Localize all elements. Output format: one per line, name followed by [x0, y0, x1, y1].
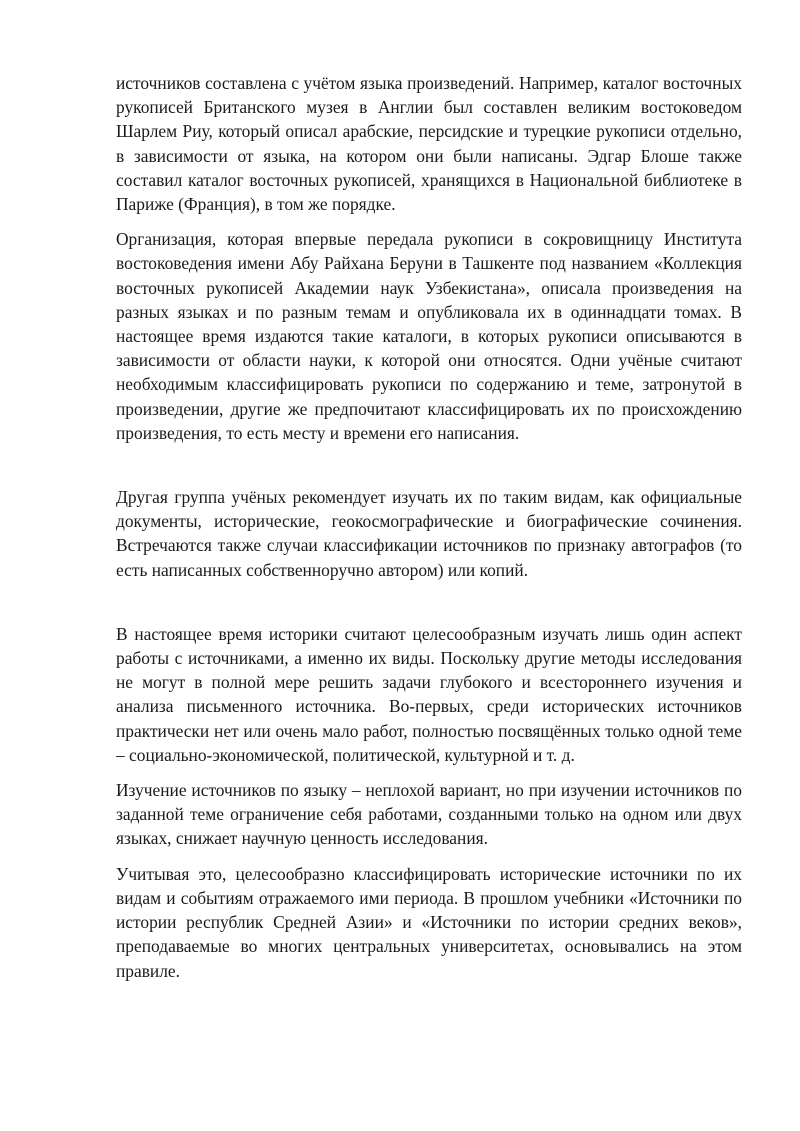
paragraph-spacer	[116, 445, 742, 485]
paragraph-language-study: Изучение источников по языку – неплохой вариант, но при изучении источников по заданной теме ограничение себя работами, созданными только на одном или двух языках, снижает научную ценность исследования.	[116, 780, 742, 849]
paragraph-other-scholars: Другая группа учёных рекомендует изучать их по таким видам, как официальные документы, исторические, геокосмографические и биографические сочинения. Встречаются также случаи классификации источников по признаку автографов (то есть написанных собственноручно автором) или копий.	[116, 487, 742, 580]
paragraph-spacer	[116, 216, 742, 227]
paragraph-tashkent-collection: Организация, которая впервые передала рукописи в сокровищницу Института востоковедения имени Абу Райхана Беруни в Ташкенте под названием «Коллекция восточных рукописей Академии наук Узбекистана», описала произведения на разных языках и по разным темам и опубликовала их в одиннадцати томах. В настоящее время издаются такие каталоги, в которых рукописи описываются в зависимости от области науки, к которой они относятся. Одни учёные считают необходимым классифицировать рукописи по содержанию и теме, затронутой в произведении, другие же предпочитают классифицировать их по происхождению произведения, то есть месту и времени его написания.	[116, 229, 742, 443]
paragraph-historians-view: В настоящее время историки считают целесообразным изучать лишь один аспект работы с источниками, а именно их виды. Поскольку другие методы исследования не могут в полной мере решить задачи глубокого и всестороннего изучения и анализа письменного источника. Во-первых, среди исторических источников практически нет или очень мало работ, полностью посвящённых только одной теме – социально-экономической, политической, культурной и т. д.	[116, 623, 742, 765]
paragraph-catalog-by-language: источников составлена с учётом языка произведений. Например, каталог восточных рукописей Британского музея в Англии был составлен великим востоковедом Шарлем Риу, который описал арабские, персидские и турецкие рукописи отдельно, в зависимости от языка, на котором они были написаны. Эдгар Блоше также составил каталог восточных рукописей, хранящихся в Национальной библиотеке в Париже (Франция), в том же порядке.	[116, 73, 742, 215]
paragraph-classification-conclusion: Учитывая это, целесообразно классифицировать исторические источники по их видам и событиям отражаемого ими периода. В прошлом учебники «Источники по истории республик Средней Азии» и «Источники по истории средних веков», преподаваемые во многих центральных университетах, основывались на этом правиле.	[116, 863, 742, 981]
document-page	[116, 71, 742, 983]
paragraph-spacer	[116, 851, 742, 862]
paragraph-spacer	[116, 767, 742, 778]
paragraph-spacer	[116, 582, 742, 622]
